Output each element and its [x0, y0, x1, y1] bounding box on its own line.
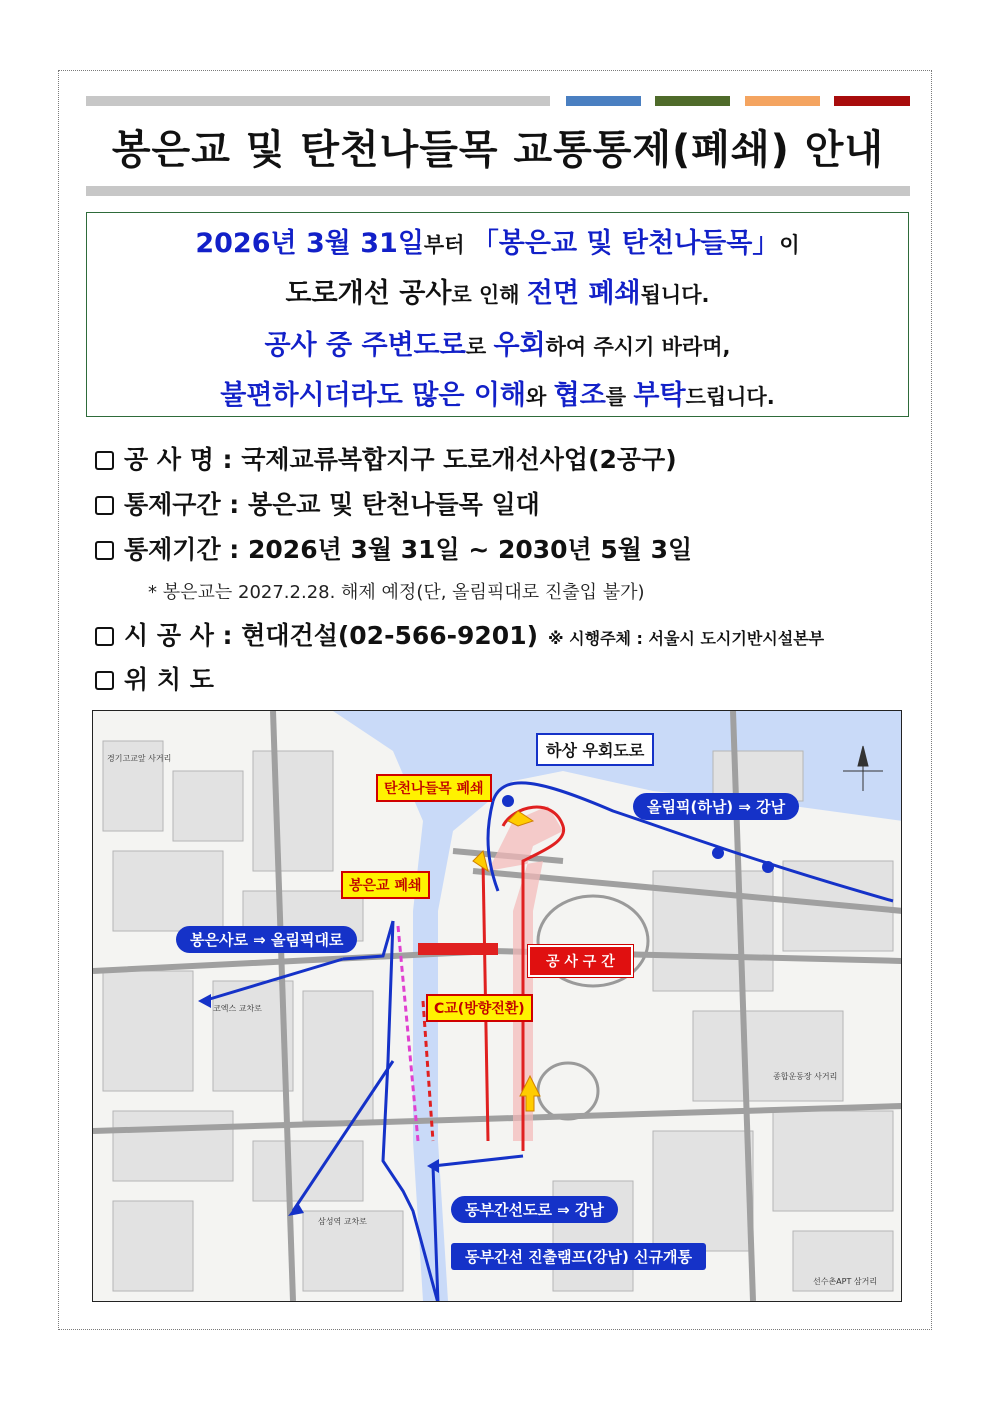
notice-line-2	[87, 271, 908, 310]
checkbox-icon	[95, 671, 114, 690]
notice-emphasis: 전면 폐쇄	[526, 278, 641, 309]
label-detour: 하상 우회도로	[536, 733, 654, 766]
bongeun-closure-bar	[418, 943, 498, 955]
notice-target: 「봉은교 및 탄천나들목」	[471, 228, 780, 259]
label-c-bridge: C교(방향전환)	[426, 994, 533, 1022]
notice-date: 2026년 3월 31일	[195, 228, 424, 259]
checkbox-icon	[95, 627, 114, 646]
header-gray-bar	[86, 96, 550, 106]
label-olympic-route: 올림픽(하남) ⇒ 강남	[633, 793, 799, 820]
info-section	[95, 485, 540, 521]
notice-line-3	[87, 323, 908, 362]
notice-text: 이	[779, 233, 800, 257]
place-label: 선수촌APT 삼거리	[813, 1277, 878, 1286]
header-blue-bar	[566, 96, 641, 106]
notice-text: 를	[605, 385, 634, 409]
header-orange-bar	[745, 96, 820, 106]
ballpark	[538, 1063, 598, 1119]
notice-emphasis: 협조	[553, 380, 606, 411]
info-note: * 봉은교는 2027.2.28. 해제 예정(단, 올림픽대로 진출입 불가)	[148, 582, 645, 603]
checkbox-icon	[95, 541, 114, 560]
info-project	[95, 440, 677, 476]
notice-text: 도로개선 공사	[285, 278, 452, 309]
info-location-text: 위 치 도	[124, 665, 214, 694]
title-underline-bar	[86, 186, 910, 196]
place-label: 종합운동장 사거리	[773, 1072, 838, 1081]
notice-text: 로	[465, 335, 494, 359]
header-red-bar	[834, 96, 910, 106]
label-bongeunsa-route: 봉은사로 ⇒ 올림픽대로	[176, 926, 357, 953]
info-period-text: 통제기간 : 2026년 3월 31일 ~ 2030년 5월 3일	[124, 535, 693, 564]
place-label: 삼성역 교차로	[318, 1217, 367, 1226]
notice-emphasis: 우회	[493, 330, 546, 361]
place-label: 경기고교앞 사거리	[107, 754, 172, 763]
notice-emphasis: 공사 중 주변도로	[264, 330, 466, 361]
label-bongeun-closed: 봉은교 폐쇄	[341, 871, 430, 899]
place-label: 코엑스 교차로	[213, 1004, 262, 1013]
notice-text: 와	[526, 385, 554, 409]
notice-emphasis: 부탁	[633, 380, 686, 411]
label-new-ramp: 동부간선 진출램프(강남) 신규개통	[451, 1243, 706, 1270]
info-period	[95, 530, 692, 566]
label-construction-zone: 공 사 구 간	[528, 945, 633, 977]
notice-text: 부터	[423, 233, 472, 257]
notice-line-1	[87, 221, 908, 260]
location-map	[92, 710, 902, 1302]
page-title: 봉은교 및 탄천나들목 교통통제(폐쇄) 안내	[111, 127, 885, 173]
notice-text: 됩니다.	[640, 283, 710, 307]
notice-emphasis: 불편하시더라도 많은 이해	[220, 380, 526, 411]
info-agency-text: ※ 시행주체 : 서울시 도시기반시설본부	[548, 629, 825, 648]
notice-text: 드립니다.	[685, 385, 775, 409]
info-contractor	[95, 616, 824, 652]
info-contractor-text: 시 공 사 : 현대건설(02-566-9201)	[124, 621, 539, 650]
header-green-bar	[655, 96, 730, 106]
checkbox-icon	[95, 496, 114, 515]
info-location	[95, 660, 214, 696]
notice-line-4	[87, 373, 908, 412]
info-project-text: 공 사 명 : 국제교류복합지구 도로개선사업(2공구)	[124, 445, 677, 474]
notice-text: 로 인해	[451, 283, 527, 307]
notice-text: 하여 주시기 바라며,	[545, 335, 731, 359]
info-section-text: 통제구간 : 봉은교 및 탄천나들목 일대	[124, 490, 540, 519]
checkbox-icon	[95, 451, 114, 470]
label-tancheon-closed: 탄천나들목 폐쇄	[376, 774, 492, 802]
label-dongbu-route: 동부간선도로 ⇒ 강남	[451, 1196, 618, 1223]
notice-box	[86, 212, 909, 417]
